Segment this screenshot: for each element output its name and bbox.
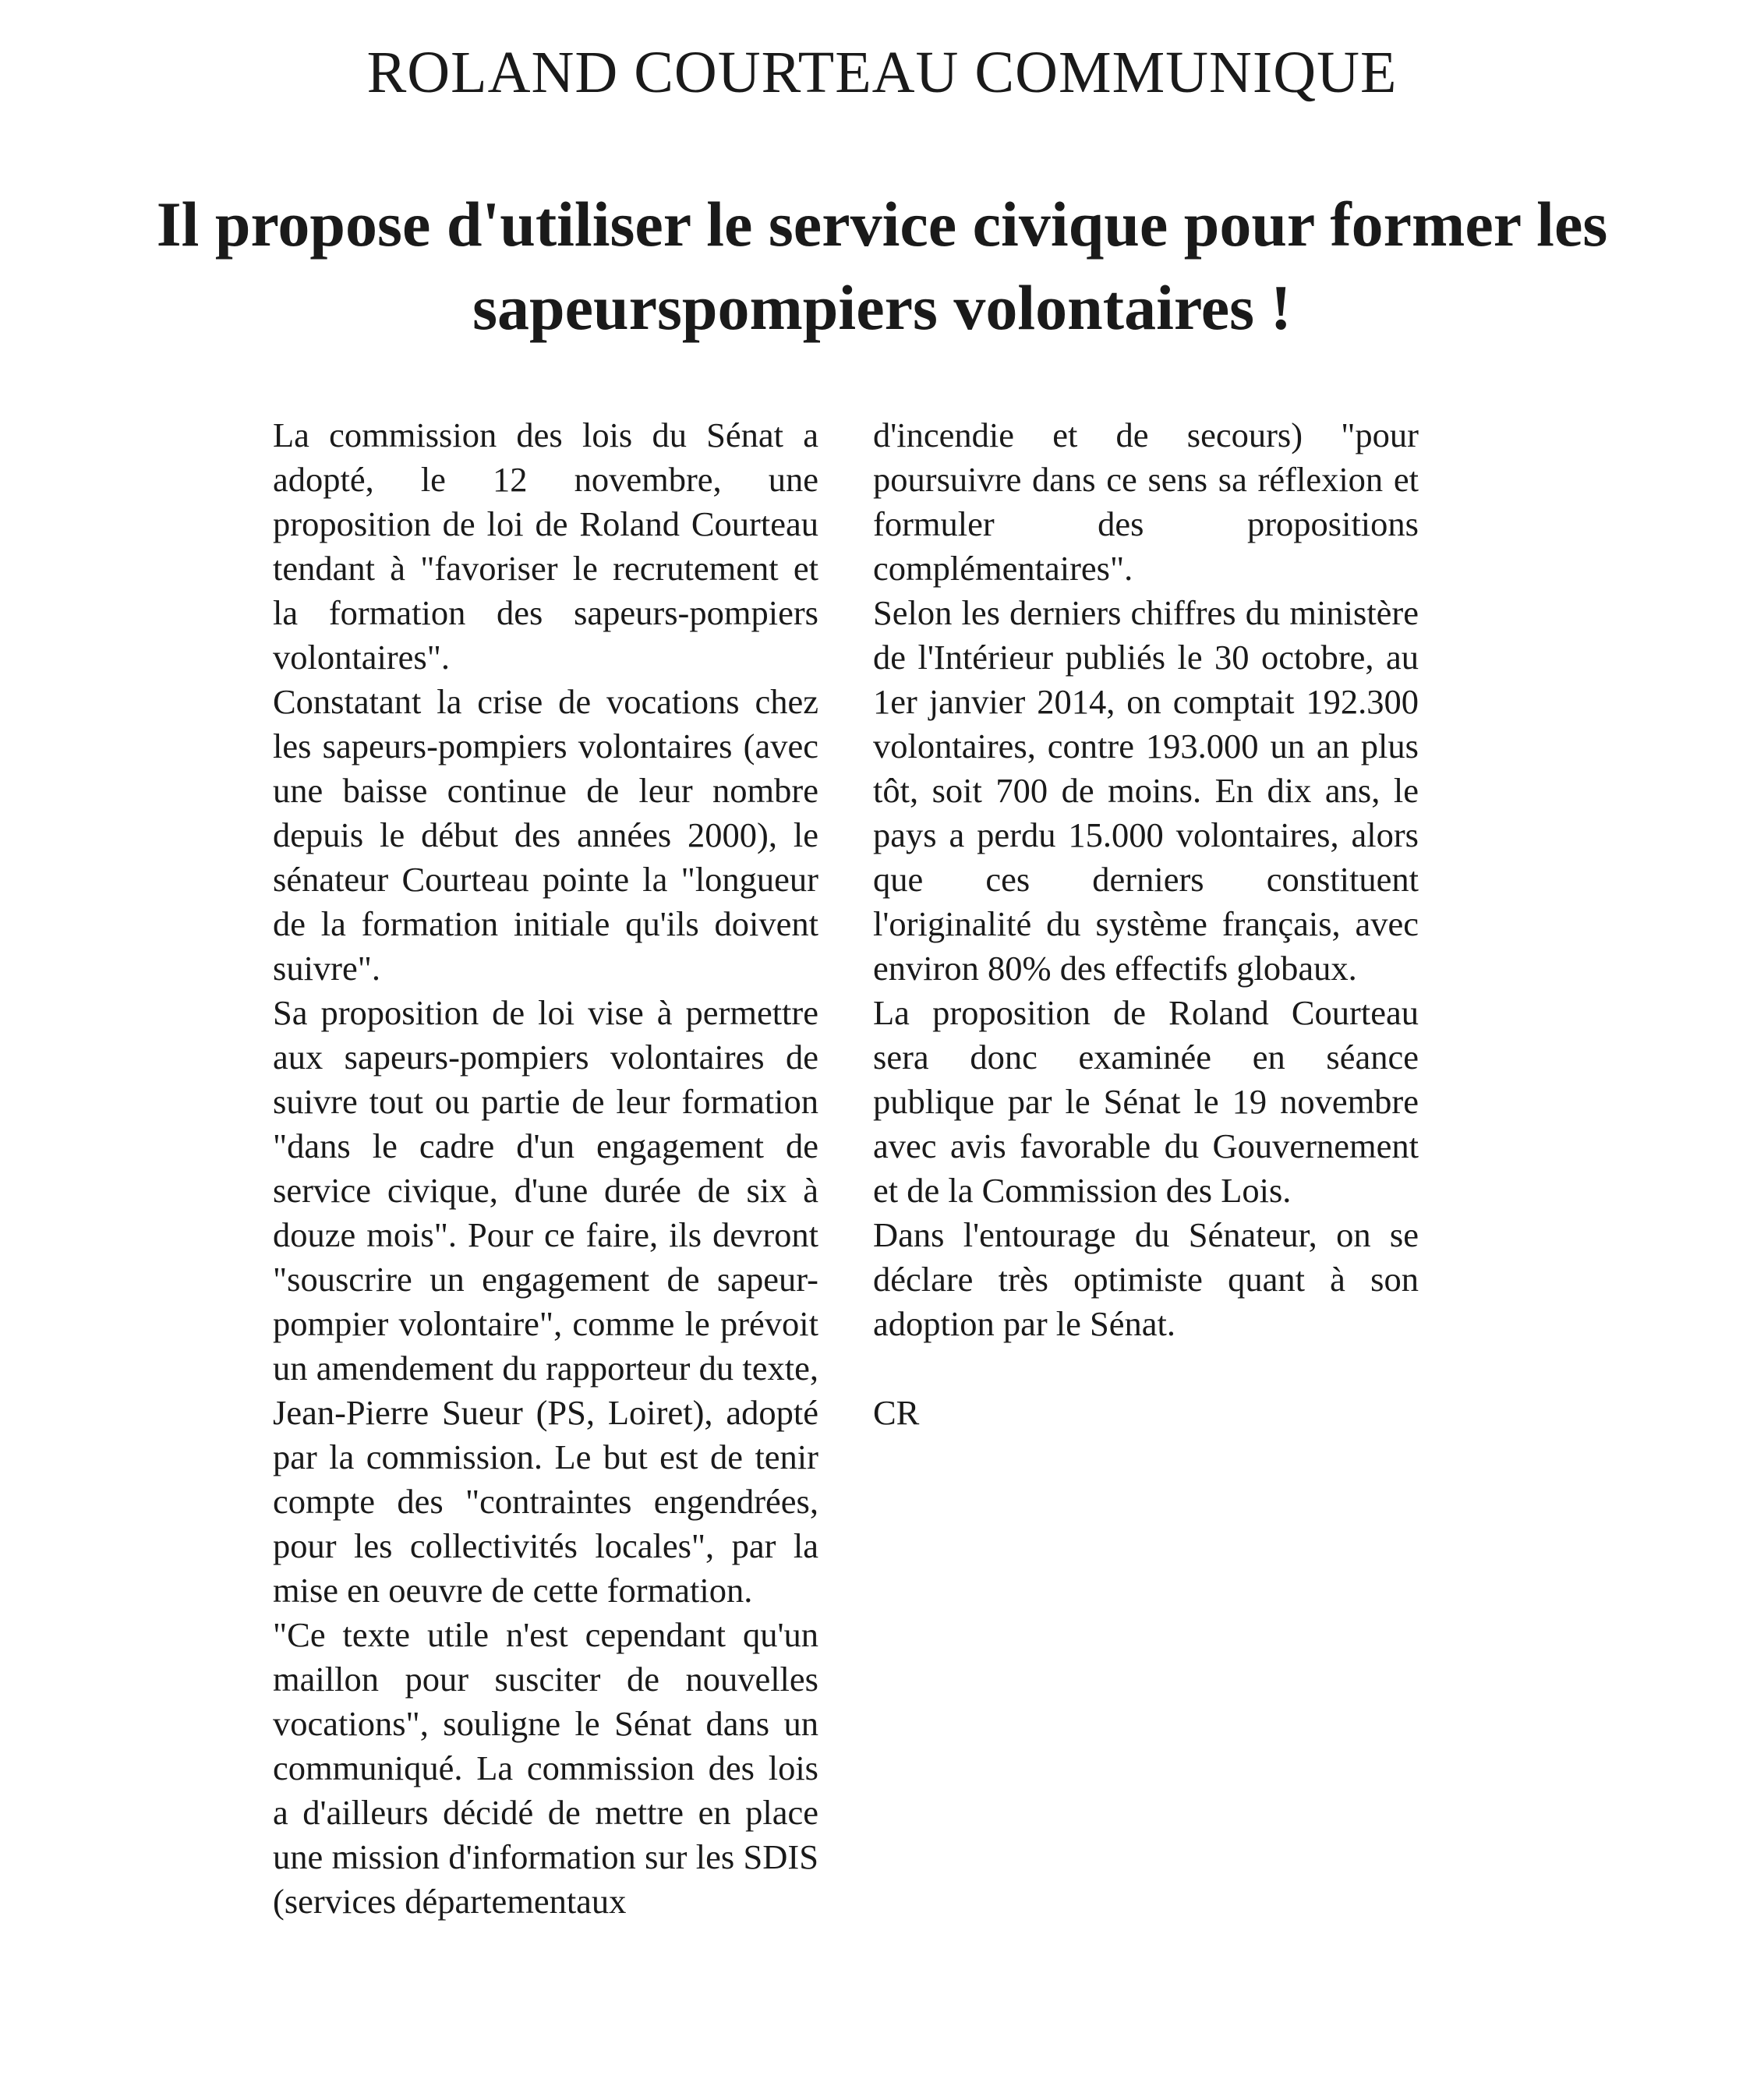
- paragraph: La proposition de Roland Courteau sera donc examinée en séance publique par le Sénat le 19 novembre avec avis favorable du Gouvernement et de la Commission des Lois.: [873, 993, 1419, 1210]
- headline: Il propose d'utiliser le service civique pour former les sapeurspompiers volontaires !: [156, 189, 1608, 343]
- signature: CR: [873, 1393, 920, 1432]
- paragraph: Selon les derniers chiffres du ministère de l'Intérieur publiés le 30 octobre, au 1er janvier 2014, on comptait 192.300 volontaires, contre 193.000 un an plus tôt, soit 700 de moins. En dix ans, le pays a perdu 15.000 volontaires, alors que ces derniers constituent l'originalité du système français, avec environ 80% des effectifs globaux.: [873, 593, 1419, 988]
- column-left: [273, 413, 818, 2066]
- paragraph: Sa proposition de loi vise à permettre aux sapeurs-pompiers volontaires de suivre tout ou partie de leur formation "dans le cadre d'un engagement de service civique, d'une durée de six à douze mois". Pour ce faire, ils devront "souscrire un engagement de sapeur-pompier volontaire", comme le prévoit un amendement du rapporteur du texte, Jean-Pierre Sueur (PS, Loiret), adopté par la commission. Le but est de tenir compte des "contraintes engendrées, pour les collectivités locales", par la mise en oeuvre de cette formation.: [273, 993, 818, 1610]
- article-body: [273, 413, 1419, 2066]
- paragraph: La commission des lois du Sénat a adopté, le 12 novembre, une proposition de loi de Roland Courteau tendant à "favoriser le recrutement et la formation des sapeurs-pompiers volontaires".: [273, 415, 818, 677]
- column-right: [873, 413, 1419, 2066]
- paragraph: "Ce texte utile n'est cependant qu'un maillon pour susciter de nouvelles vocations", souligne le Sénat dans un communiqué. La commission des lois a d'ailleurs décidé de mettre en place une mission d'information sur les SDIS (services départementaux: [273, 1615, 818, 1921]
- paragraph: d'incendie et de secours) "pour poursuivre dans ce sens sa réflexion et formuler des propositions complémentaires".: [873, 415, 1419, 588]
- paragraph: Constatant la crise de vocations chez les sapeurs-pompiers volontaires (avec une baisse continue de leur nombre depuis le début des années 2000), le sénateur Courteau pointe la "longueur de la formation initiale qu'ils doivent suivre".: [273, 682, 818, 988]
- masthead: ROLAND COURTEAU COMMUNIQUE: [366, 40, 1398, 105]
- paragraph: Dans l'entourage du Sénateur, on se déclare très optimiste quant à son adoption par le Sénat.: [873, 1215, 1419, 1343]
